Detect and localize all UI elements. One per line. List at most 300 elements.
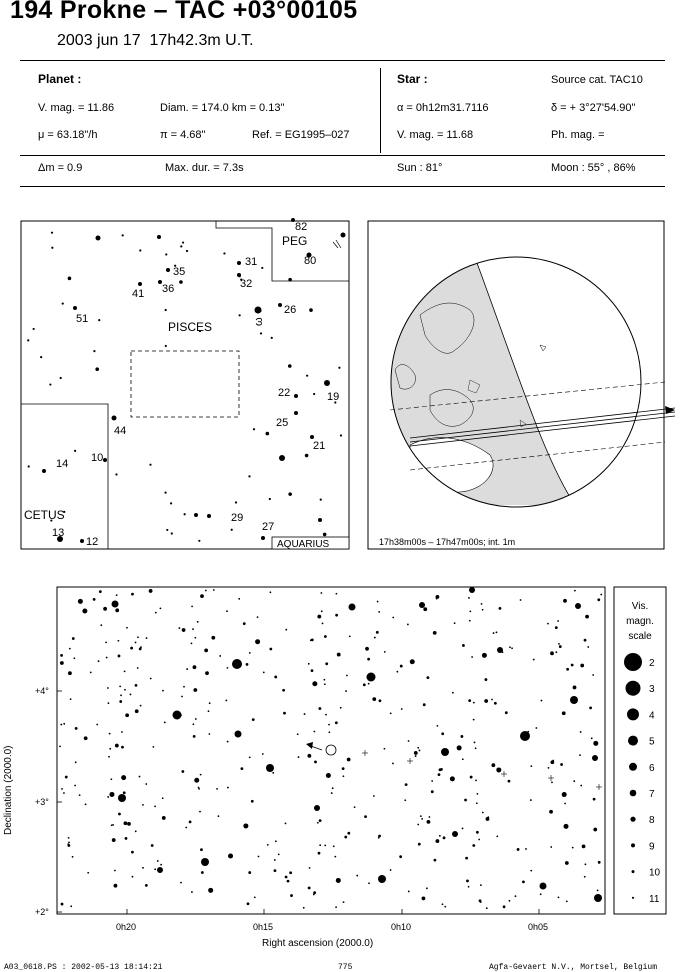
constellation-star xyxy=(278,303,282,307)
field-star xyxy=(328,724,330,726)
field-star xyxy=(314,761,317,764)
legend-title-line: scale xyxy=(628,631,652,642)
field-star xyxy=(520,599,522,601)
field-star xyxy=(474,742,476,744)
field-star xyxy=(481,603,483,605)
field-star xyxy=(439,835,441,837)
field-star xyxy=(270,591,272,593)
field-star xyxy=(96,724,98,726)
field-star xyxy=(99,590,102,593)
field-star xyxy=(473,702,475,704)
field-star xyxy=(200,594,204,598)
field-star xyxy=(70,698,72,700)
field-star xyxy=(254,896,256,898)
field-star xyxy=(70,905,72,907)
star-number: 82 xyxy=(295,221,308,233)
y-tick-label: +3° xyxy=(35,797,49,807)
field-star xyxy=(131,851,134,854)
constellation-star xyxy=(239,314,241,316)
field-star xyxy=(155,612,157,614)
field-star xyxy=(378,875,386,883)
field-star xyxy=(228,854,233,859)
field-star xyxy=(496,631,498,633)
field-star xyxy=(328,731,330,733)
event-date: 2003 jun 17 xyxy=(57,32,141,49)
field-star xyxy=(135,684,138,687)
field-star xyxy=(162,816,166,820)
field-star xyxy=(574,590,576,592)
constellation-label-cetus: CETUS xyxy=(24,508,65,522)
field-star xyxy=(100,624,102,626)
star-number: 19 xyxy=(327,391,340,403)
field-star xyxy=(470,776,473,779)
field-star xyxy=(441,748,449,756)
field-star xyxy=(247,902,250,905)
field-star xyxy=(421,818,423,820)
field-star xyxy=(469,620,471,622)
field-star xyxy=(550,651,554,655)
field-star xyxy=(465,857,468,860)
field-star xyxy=(208,733,210,735)
field-star xyxy=(79,794,81,796)
field-star xyxy=(550,760,554,764)
field-star xyxy=(344,836,347,839)
field-star xyxy=(149,589,153,593)
field-star xyxy=(82,608,87,613)
field-star xyxy=(374,637,376,639)
field-star xyxy=(491,763,495,767)
field-star xyxy=(593,798,596,801)
field-star xyxy=(337,653,341,657)
field-star xyxy=(75,761,77,763)
field-star xyxy=(314,805,320,811)
field-star xyxy=(160,864,162,866)
field-star xyxy=(252,718,255,721)
field-star xyxy=(127,822,131,826)
legend-magnitude-dot xyxy=(632,870,635,873)
field-star xyxy=(566,668,569,671)
field-star xyxy=(181,696,183,698)
field-star xyxy=(408,891,410,893)
footer-page-number: 775 xyxy=(338,963,353,972)
field-star xyxy=(108,702,110,704)
field-star xyxy=(151,844,154,847)
field-star xyxy=(522,880,525,883)
field-star xyxy=(219,655,221,657)
field-star xyxy=(527,731,529,733)
field-star xyxy=(159,607,161,609)
field-star xyxy=(278,853,280,855)
field-star xyxy=(311,669,314,672)
legend-magnitude-dot xyxy=(624,653,642,671)
constellation-star xyxy=(194,513,198,517)
field-star xyxy=(384,748,386,750)
field-star xyxy=(550,846,552,848)
field-star xyxy=(326,773,331,778)
field-star xyxy=(335,906,337,908)
constellation-star xyxy=(93,350,95,352)
footer-credit: Agfa-Gevaert N.V., Mortsel, Belgium xyxy=(489,963,658,972)
star-field xyxy=(59,587,602,909)
field-star xyxy=(125,713,129,717)
field-star xyxy=(135,830,137,832)
field-star xyxy=(103,607,107,611)
field-star xyxy=(530,799,532,801)
star-declination: δ = + 3°27'54.90" xyxy=(551,102,636,114)
field-star xyxy=(464,799,467,802)
constellation-star xyxy=(306,375,308,377)
constellation-star xyxy=(288,492,292,496)
field-star xyxy=(482,653,487,658)
field-star xyxy=(120,694,122,696)
field-star xyxy=(140,705,142,707)
field-star xyxy=(186,668,188,670)
field-star xyxy=(509,900,511,902)
field-star xyxy=(476,802,478,804)
field-star xyxy=(257,616,259,618)
field-star xyxy=(205,671,209,675)
star-number: 13 xyxy=(52,527,65,539)
field-star xyxy=(320,592,322,594)
field-star xyxy=(319,844,321,846)
field-star xyxy=(535,727,537,729)
field-star xyxy=(289,871,292,874)
field-star xyxy=(211,636,215,640)
constellation-star xyxy=(261,267,263,269)
constellation-star xyxy=(237,261,241,265)
field-star xyxy=(420,815,422,817)
constellation-star xyxy=(68,277,72,281)
field-star xyxy=(319,819,322,822)
field-star xyxy=(255,639,260,644)
field-star xyxy=(118,655,121,658)
star-number: 36 xyxy=(162,283,175,295)
field-star xyxy=(162,797,164,799)
field-star xyxy=(200,848,203,851)
constellation-star xyxy=(170,502,172,504)
field-star xyxy=(193,665,197,669)
field-star xyxy=(112,838,116,842)
constellation-star xyxy=(73,306,77,310)
field-star xyxy=(555,626,558,629)
field-star xyxy=(401,708,403,710)
field-star xyxy=(396,671,398,673)
star-number: 51 xyxy=(76,313,89,325)
field-star xyxy=(180,714,182,716)
legend-magnitude-dot xyxy=(629,763,637,771)
field-star xyxy=(162,690,164,692)
field-star xyxy=(180,882,182,884)
moon-elongation: Moon : 55° , 86% xyxy=(551,162,636,174)
constellation-star xyxy=(305,454,309,458)
field-star xyxy=(486,817,490,821)
field-star xyxy=(201,858,209,866)
field-star xyxy=(462,644,465,647)
field-star xyxy=(570,696,578,704)
field-star xyxy=(285,629,287,631)
field-star xyxy=(121,775,126,780)
constellation-star xyxy=(179,280,183,284)
field-star xyxy=(98,660,100,662)
constellation-star xyxy=(309,308,313,312)
page-title: 194 Prokne – TAC +03°00105 xyxy=(10,0,358,24)
field-star xyxy=(439,768,442,771)
field-star xyxy=(584,639,587,642)
field-star xyxy=(185,827,187,829)
field-star xyxy=(181,770,184,773)
field-star xyxy=(114,884,118,888)
constellation-star xyxy=(294,394,298,398)
field-star xyxy=(584,876,586,878)
legend-magnitude-dot xyxy=(631,843,635,847)
constellation-star xyxy=(27,339,29,341)
field-star xyxy=(423,703,426,706)
field-star xyxy=(392,763,394,765)
field-star xyxy=(491,699,493,701)
field-star xyxy=(68,841,70,843)
field-star xyxy=(61,903,64,906)
field-star xyxy=(266,764,274,772)
constellation-star xyxy=(139,249,141,251)
constellation-star xyxy=(122,234,124,236)
star-right-ascension: α = 0h12m31.7116 xyxy=(397,102,489,114)
field-star xyxy=(65,776,68,779)
field-star xyxy=(572,847,574,849)
field-star xyxy=(297,733,299,735)
field-star xyxy=(287,880,290,883)
field-star xyxy=(549,810,553,814)
field-star xyxy=(591,737,593,739)
field-star xyxy=(597,889,599,891)
field-star xyxy=(194,637,196,639)
constellation-star xyxy=(60,377,62,379)
constellation-star xyxy=(231,529,233,531)
field-star xyxy=(303,907,305,909)
constellation-label-aquarius: AQUARIUS xyxy=(277,539,330,550)
field-star xyxy=(343,775,345,777)
constellation-star xyxy=(112,416,117,421)
field-star xyxy=(114,870,116,872)
field-star xyxy=(75,727,78,730)
field-star xyxy=(580,664,584,668)
field-star xyxy=(135,642,137,644)
field-star xyxy=(559,645,562,648)
field-star xyxy=(441,732,444,735)
field-star xyxy=(580,731,582,733)
star-number: 31 xyxy=(245,256,258,268)
field-star xyxy=(334,856,336,858)
constellation-star xyxy=(138,282,142,286)
field-star xyxy=(227,741,229,743)
field-star xyxy=(564,824,569,829)
field-star xyxy=(309,867,311,869)
field-star xyxy=(322,623,324,625)
field-star xyxy=(593,741,598,746)
field-star xyxy=(115,744,119,748)
field-star xyxy=(60,661,64,665)
legend-magnitude-label: 10 xyxy=(649,867,661,879)
earth-globe xyxy=(380,255,575,505)
star-number: 80 xyxy=(304,255,317,267)
field-star xyxy=(227,667,229,669)
constellation-star xyxy=(318,518,322,522)
field-star xyxy=(496,835,498,837)
field-star xyxy=(335,721,338,724)
field-star xyxy=(422,897,426,901)
field-star xyxy=(325,662,328,665)
constellation-star xyxy=(207,514,211,518)
field-star xyxy=(232,659,242,669)
constellation-star xyxy=(266,432,270,436)
field-star xyxy=(405,783,408,786)
field-star xyxy=(555,651,557,653)
field-star xyxy=(317,822,319,824)
constellation-star xyxy=(28,465,30,467)
constellation-star xyxy=(42,469,46,473)
field-star xyxy=(438,773,441,776)
field-star xyxy=(208,888,213,893)
legend-magnitude-label: 6 xyxy=(649,762,655,774)
constellation-star xyxy=(279,455,285,461)
field-star xyxy=(426,887,428,889)
field-star xyxy=(575,603,581,609)
y-tick-label: +4° xyxy=(35,686,49,696)
field-star xyxy=(579,754,581,756)
field-star xyxy=(484,699,488,703)
field-star xyxy=(594,894,602,902)
field-star xyxy=(263,671,265,673)
field-star xyxy=(121,746,124,749)
field-star xyxy=(132,876,134,878)
field-star xyxy=(436,598,438,600)
star-phmag: Ph. mag. = xyxy=(551,129,605,141)
field-star xyxy=(199,811,201,813)
constellation-star xyxy=(164,492,166,494)
field-star xyxy=(408,740,410,742)
field-star xyxy=(541,700,543,702)
field-star xyxy=(308,887,311,890)
constellation-star xyxy=(294,411,298,415)
y-tick-label: +2° xyxy=(35,907,49,917)
field-star xyxy=(563,599,567,603)
y-axis-label: Declination (2000.0) xyxy=(3,745,14,835)
field-star xyxy=(443,836,446,839)
constellation-star xyxy=(184,513,186,515)
field-star xyxy=(274,676,277,679)
constellation-star xyxy=(248,475,250,477)
field-star xyxy=(418,843,421,846)
field-star xyxy=(482,609,484,611)
field-star xyxy=(475,780,477,782)
legend-magnitude-dot xyxy=(627,708,639,720)
field-star xyxy=(216,788,218,790)
field-star xyxy=(204,648,208,652)
constellation-star xyxy=(253,428,255,430)
star-number: 26 xyxy=(284,304,297,316)
field-star xyxy=(493,632,495,634)
field-star xyxy=(193,688,197,692)
field-star xyxy=(240,767,243,770)
field-star xyxy=(60,654,63,657)
greek-letter-omega: ω xyxy=(253,317,265,326)
legend-magnitude-dot xyxy=(630,790,637,797)
field-star xyxy=(137,667,139,669)
field-star xyxy=(502,651,504,653)
field-star xyxy=(130,647,133,650)
field-star xyxy=(414,751,418,755)
field-star xyxy=(193,735,196,738)
field-star xyxy=(235,731,242,738)
field-star xyxy=(191,605,193,607)
field-star xyxy=(480,884,482,886)
field-star xyxy=(333,845,335,847)
field-star xyxy=(246,663,249,666)
field-star xyxy=(123,791,126,794)
field-star xyxy=(311,638,314,641)
field-star xyxy=(275,840,277,842)
field-star xyxy=(587,646,589,648)
field-star xyxy=(480,901,482,903)
star-number: 27 xyxy=(262,521,275,533)
constellation-star xyxy=(223,252,225,254)
field-star xyxy=(466,880,469,883)
field-star xyxy=(213,589,215,591)
field-star xyxy=(468,886,470,888)
field-star xyxy=(349,604,356,611)
field-star xyxy=(419,750,421,752)
field-star xyxy=(485,678,488,681)
field-star xyxy=(258,856,260,858)
field-star xyxy=(373,795,375,797)
field-star xyxy=(431,790,434,793)
field-star xyxy=(191,642,193,644)
field-star xyxy=(87,872,89,874)
constellation-star xyxy=(259,310,261,312)
field-star xyxy=(323,679,325,681)
constellation-star xyxy=(239,275,241,277)
legend-magnitude-dot xyxy=(626,681,641,696)
star-number: 29 xyxy=(231,512,244,524)
field-star xyxy=(551,781,553,783)
sun-elongation: Sun : 81° xyxy=(397,162,443,174)
field-star xyxy=(476,831,479,834)
field-star xyxy=(367,658,370,661)
field-star xyxy=(126,627,128,629)
field-star xyxy=(593,828,597,832)
field-star xyxy=(107,796,109,798)
legend-magnitude-label: 9 xyxy=(649,841,655,853)
field-star xyxy=(486,907,488,909)
field-star xyxy=(564,803,566,805)
field-star xyxy=(139,776,141,778)
field-star xyxy=(508,780,511,783)
field-star xyxy=(243,823,248,828)
legend-magnitude-label: 4 xyxy=(649,710,655,722)
globe-caption: 17h38m00s – 17h47m00s; int. 1m xyxy=(379,537,516,547)
field-star xyxy=(262,753,264,755)
constellation-star xyxy=(182,241,184,243)
max-duration: Max. dur. = 7.3s xyxy=(165,162,244,174)
field-star xyxy=(592,674,594,676)
field-star xyxy=(376,631,379,634)
field-star xyxy=(454,622,456,624)
target-star-marker xyxy=(326,745,336,755)
field-star xyxy=(290,894,293,897)
field-star xyxy=(585,615,589,619)
field-star xyxy=(324,635,327,638)
field-star xyxy=(283,712,286,715)
field-star xyxy=(573,686,577,690)
